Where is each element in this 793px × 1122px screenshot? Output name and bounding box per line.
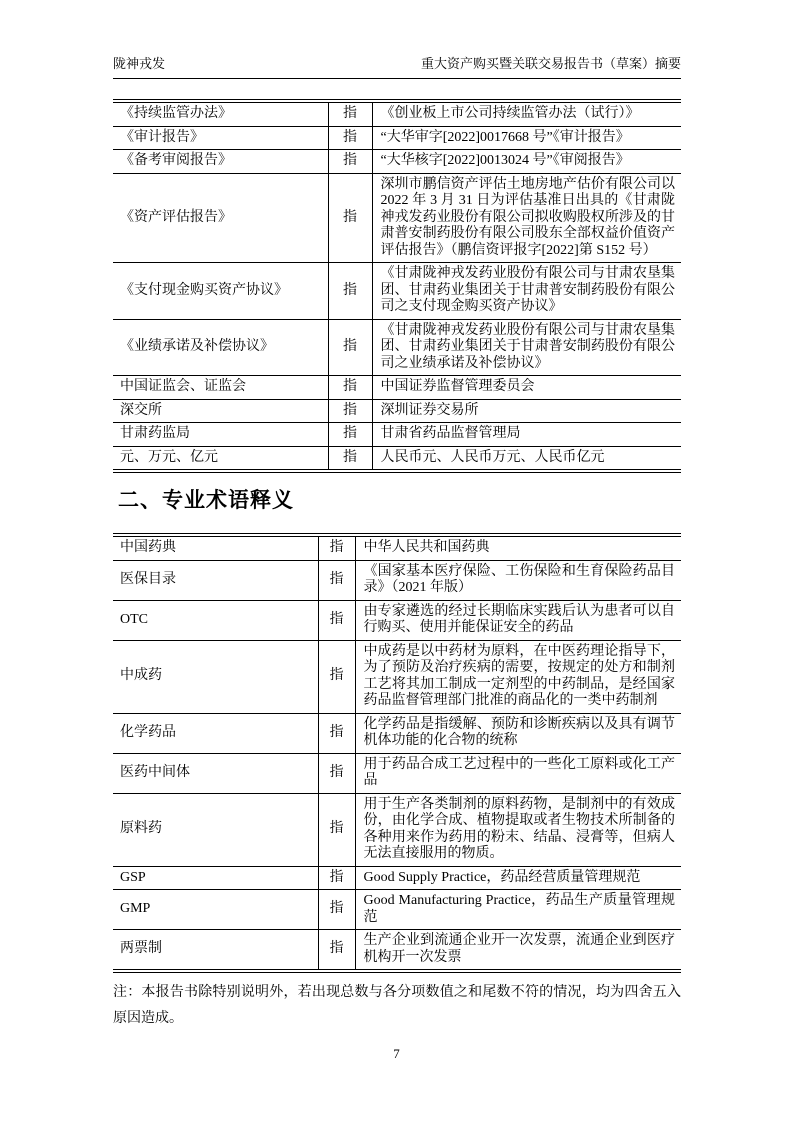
definition-cell: Good Manufacturing Practice，药品生产质量管理规范 <box>355 890 681 930</box>
indicator-cell: 指 <box>328 150 372 174</box>
indicator-cell: 指 <box>328 126 372 150</box>
definition-cell: 《创业板上市公司持续监管办法（试行）》 <box>372 101 681 126</box>
term-cell: 两票制 <box>120 941 162 957</box>
definition-row <box>113 150 681 174</box>
definition-row <box>113 713 681 753</box>
definition-cell: 由专家遴选的经过长期临床实践后认为患者可以自行购买、使用并能保证安全的药品 <box>355 600 681 640</box>
definition-row <box>113 866 681 890</box>
terminology-definitions-table <box>113 533 681 973</box>
term-cell: 中成药 <box>113 640 318 713</box>
term-cell: 《资产评估报告》 <box>113 173 328 263</box>
definition-cell: 甘肃省药品监督管理局 <box>372 423 681 447</box>
definition-cell: 《国家基本医疗保险、工伤保险和生育保险药品目录》（2021 年版） <box>355 560 681 600</box>
indicator-cell: 指 <box>318 713 355 753</box>
definition-cell: 《甘肃陇神戎发药业股份有限公司与甘肃农垦集团、甘肃药业集团关于甘肃普安制药股份有限公司之业绩承诺及补偿协议》 <box>372 319 681 376</box>
definition-row <box>113 753 681 793</box>
definition-row <box>113 423 681 447</box>
term-cell: 《持续监管办法》 <box>113 101 328 126</box>
term-cell: 《支付现金购买资产协议》 <box>113 263 328 320</box>
term-cell: 《备考审阅报告》 <box>113 150 328 174</box>
definition-row <box>113 640 681 713</box>
header-report-title: 重大资产购买暨关联交易报告书（草案）摘要 <box>420 56 681 71</box>
definition-cell: 化学药品是指缓解、预防和诊断疾病以及具有调节机体功能的化合物的统称 <box>355 713 681 753</box>
definition-cell: “大华审字[2022]0017668 号”《审计报告》 <box>372 126 681 150</box>
term-cell: 化学药品 <box>113 713 318 753</box>
definition-row <box>113 263 681 320</box>
definition-cell: 《甘肃陇神戎发药业股份有限公司与甘肃农垦集团、甘肃药业集团关于甘肃普安制药股份有限公司之支付现金购买资产协议》 <box>372 263 681 320</box>
indicator-cell: 指 <box>328 173 372 263</box>
definition-cell: 深圳证券交易所 <box>372 399 681 423</box>
definition-row <box>113 930 681 972</box>
term-cell: 深交所 <box>113 399 328 423</box>
indicator-cell: 指 <box>328 423 372 447</box>
term-cell: 原料药 <box>113 793 318 866</box>
indicator-cell: 指 <box>318 560 355 600</box>
term-cell: GSP <box>113 866 318 890</box>
page-footer <box>0 1046 793 1062</box>
definition-row <box>113 560 681 600</box>
definition-row <box>113 319 681 376</box>
section-title: 二、专业术语释义 <box>118 489 294 512</box>
term-cell: 《业绩承诺及补偿协议》 <box>113 319 328 376</box>
definition-row <box>113 600 681 640</box>
term-cell: 医药中间体 <box>113 753 318 793</box>
definition-cell: 中华人民共和国药典 <box>355 535 681 560</box>
term-cell: GMP <box>113 890 318 930</box>
indicator-cell: 指 <box>328 376 372 400</box>
definition-cell: 人民币元、人民币万元、人民币亿元 <box>380 449 605 465</box>
definition-cell: 深圳市鹏信资产评估土地房地产估价有限公司以 2022 年 3 月 31 日为评估基准日出具的《甘肃陇神戎发药业股份有限公司拟收购股权所涉及的甘肃普安制药股份有限公司股东全部权益价值资产评估报告》（鹏信资评报字[2022]第 S152 号） <box>372 173 681 263</box>
indicator-cell: 指 <box>318 535 355 560</box>
header-company-short-name: 陇神戎发 <box>113 56 166 71</box>
indicator-cell: 指 <box>318 866 355 890</box>
definition-cell: Good Supply Practice，药品经营质量管理规范 <box>355 866 681 890</box>
indicator-cell: 指 <box>328 446 372 471</box>
definition-row <box>113 173 681 263</box>
indicator-cell: 指 <box>328 399 372 423</box>
footnote: 注：本报告书除特别说明外，若出现总数与各分项数值之和尾数不符的情况，均为四舍五入原因造成。 <box>113 985 681 1026</box>
definition-cell: “大华核字[2022]0013024 号”《审阅报告》 <box>372 150 681 174</box>
page-number: 7 <box>393 1046 400 1061</box>
definition-row <box>113 793 681 866</box>
term-cell: 甘肃药监局 <box>113 423 328 447</box>
definition-cell: 生产企业到流通企业开一次发票，流通企业到医疗机构开一次发票 <box>363 933 675 965</box>
page-header <box>113 53 681 79</box>
definition-row <box>113 399 681 423</box>
indicator-cell: 指 <box>328 101 372 126</box>
definition-cell: 用于生产各类制剂的原料药物，是制剂中的有效成份，由化学合成、植物提取或者生物技术所制备的各种用来作为药用的粉末、结晶、浸膏等，但病人无法直接服用的物质。 <box>355 793 681 866</box>
indicator-cell: 指 <box>318 793 355 866</box>
indicator-cell: 指 <box>318 753 355 793</box>
definitions-table-continued <box>113 99 681 473</box>
term-cell: 中国证监会、证监会 <box>113 376 328 400</box>
indicator-cell: 指 <box>318 640 355 713</box>
definition-cell: 用于药品合成工艺过程中的一些化工原料或化工产品 <box>355 753 681 793</box>
indicator-cell: 指 <box>328 319 372 376</box>
definition-row <box>113 376 681 400</box>
definition-row <box>113 126 681 150</box>
definition-row <box>113 535 681 560</box>
term-cell: OTC <box>113 600 318 640</box>
term-cell: 《审计报告》 <box>113 126 328 150</box>
indicator-cell: 指 <box>318 930 355 972</box>
indicator-cell: 指 <box>328 263 372 320</box>
definition-cell: 中国证券监督管理委员会 <box>372 376 681 400</box>
term-cell: 医保目录 <box>113 560 318 600</box>
term-cell: 元、万元、亿元 <box>120 449 218 465</box>
term-cell: 中国药典 <box>113 535 318 560</box>
indicator-cell: 指 <box>318 890 355 930</box>
definition-row <box>113 446 681 471</box>
definition-row <box>113 101 681 126</box>
definition-cell: 中成药是以中药材为原料，在中医药理论指导下，为了预防及治疗疾病的需要，按规定的处方和制剂工艺将其加工制成一定剂型的中药制品，是经国家药品监督管理部门批准的商品化的一类中药制剂 <box>355 640 681 713</box>
definition-row <box>113 890 681 930</box>
indicator-cell: 指 <box>318 600 355 640</box>
